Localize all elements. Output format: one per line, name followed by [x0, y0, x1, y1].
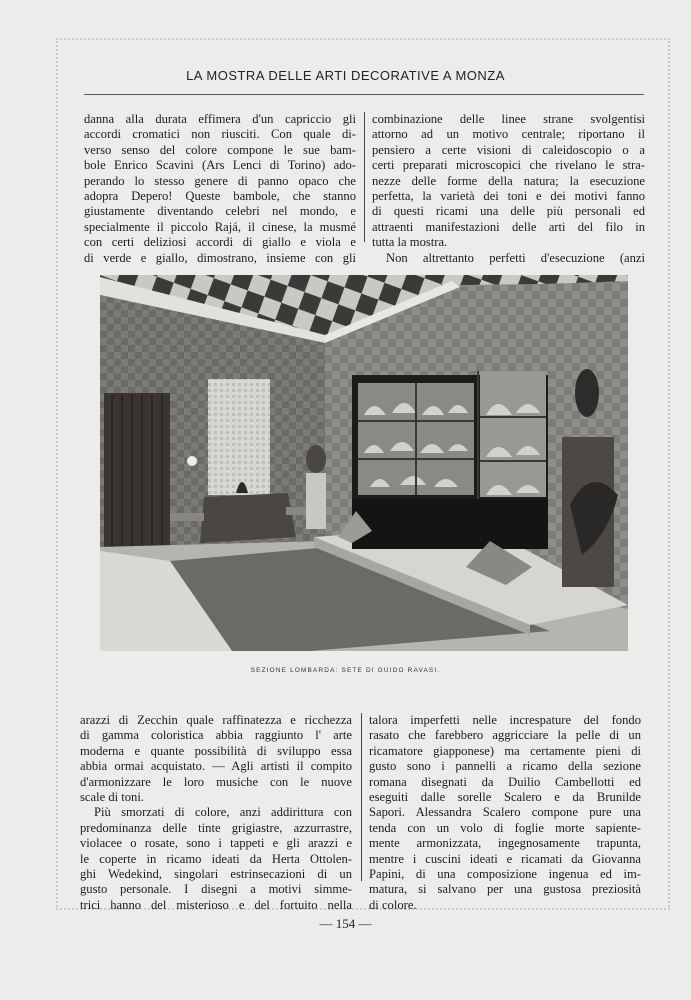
- text-line: verso senso del colore compone le sue bam-: [84, 142, 356, 157]
- text-line: perfetta, la varietà dei toni e dei motivi fanno: [372, 189, 645, 204]
- text-line: di gamma coloristica abbia raggiunto l' arte: [80, 728, 352, 743]
- header-rule: [84, 94, 644, 95]
- text-line: ricamatore giapponese) ma certamente pieni di: [369, 743, 641, 758]
- text-line: le coperte in ricamo ideati da Herta Ottolen-: [80, 851, 352, 866]
- bottom-right-column: [369, 713, 641, 913]
- text-line: arazzi di Zecchin quale raffinatezza e ricchezza: [80, 713, 352, 727]
- text-line: rasato che farebbero aggricciare la pelle di un: [369, 728, 641, 743]
- text-line: pensiero a certe visioni di caleidoscopio o a: [372, 142, 645, 157]
- text-line: mentre i cuscini ideati e ricamati da Giovanna: [369, 851, 641, 866]
- text-line: moderna e quante possibilità di sviluppo essa: [80, 743, 352, 758]
- text-line: trici hanno del misterioso e del fortuito nella: [80, 897, 352, 912]
- text-line: di colore.: [369, 897, 417, 912]
- text-line: Sapori. Alessandra Scalero compone pure una: [369, 805, 641, 820]
- running-header: LA MOSTRA DELLE ARTI DECORATIVE A MONZA: [186, 68, 505, 83]
- photo-caption: SEZIONE LOMBARDA: SETE DI GUIDO RAVASI.: [250, 667, 441, 674]
- text-line: con certi deliziosi accordi di giallo e viola e: [84, 235, 356, 250]
- top-column-rule: [364, 112, 365, 242]
- text-line: abbia ormai acquistato. — Agli artisti il compito: [80, 759, 352, 774]
- text-line: combinazione delle linee strane svolgentisi: [372, 112, 645, 126]
- text-line: scale di toni.: [80, 790, 145, 805]
- text-line: di questi ricami una delle più personali ed: [372, 204, 645, 219]
- bottom-left-column: [80, 713, 352, 913]
- text-line: danna alla durata effimera d'un capriccio gli: [84, 112, 356, 126]
- text-line: romana disegnati da Duilio Cambellotti ed: [369, 774, 641, 789]
- text-line: accordi cromatici non riusciti. Con quale di-: [84, 127, 356, 142]
- text-line: certi preparati microscopici che rivelano le stra-: [372, 158, 645, 173]
- top-right-column: [372, 112, 645, 266]
- text-line: gusto sono i pannelli a ricamo della sezione: [369, 759, 641, 774]
- text-line: gusto personale. I disegni a motivi simme-: [80, 882, 352, 897]
- exhibition-photograph: [100, 275, 628, 651]
- bottom-column-rule: [361, 713, 362, 881]
- text-line: Papini, di una composizione ingenua ed im-: [369, 867, 641, 882]
- text-line: bole Enrico Scavini (Ars Lenci di Torino) ado-: [84, 158, 356, 173]
- text-line: adopra Depero! Queste bambole, che stanno: [84, 189, 356, 204]
- text-line: tenda con un volo di foglie morte sapiente-: [369, 820, 641, 835]
- text-line: di verde e giallo, dimostrano, insieme con gli: [84, 250, 356, 265]
- text-line: attorno ad un motivo centrale; riportano il: [372, 127, 645, 142]
- text-line: Più smorzati di colore, anzi addirittura con: [94, 805, 352, 820]
- page-number: — 154 —: [319, 916, 372, 931]
- text-line: attraenti manifestazioni delle arti del filo in: [372, 219, 645, 234]
- text-line: nezze delle forme della natura; la esecuzione: [372, 173, 645, 188]
- text-line: matura, si salvano per una gustosa preziosità: [369, 882, 641, 897]
- text-line: talora imperfetti nelle increspature del fondo: [369, 713, 641, 727]
- text-line: giustamente diventando celebri nel mondo, e: [84, 204, 356, 219]
- text-line: d'armonizzare le loro musiche con le nuove: [80, 774, 352, 789]
- text-line: tutta la mostra.: [372, 235, 448, 250]
- text-line: Non altrettanto perfetti d'esecuzione (anzi: [386, 250, 645, 265]
- text-line: violacee o rosate, sono i tappeti e gli arazzi e: [80, 836, 352, 851]
- text-line: specialmente il piccolo Rajá, il cinese, la musmé: [84, 219, 356, 234]
- text-line: eseguiti dalle sorelle Scalero e da Brunilde: [369, 790, 641, 805]
- text-line: ghi Wedekind, singolari estrinsecazioni di un: [80, 867, 352, 882]
- text-line: mente armonizzata, ingegnosamente trapunta,: [369, 836, 641, 851]
- text-line: predominanza delle tinte grigiastre, azzurrastre,: [80, 820, 352, 835]
- top-left-column: [84, 112, 356, 266]
- text-line: perando lo stesso genere di panno opaco che: [84, 173, 356, 188]
